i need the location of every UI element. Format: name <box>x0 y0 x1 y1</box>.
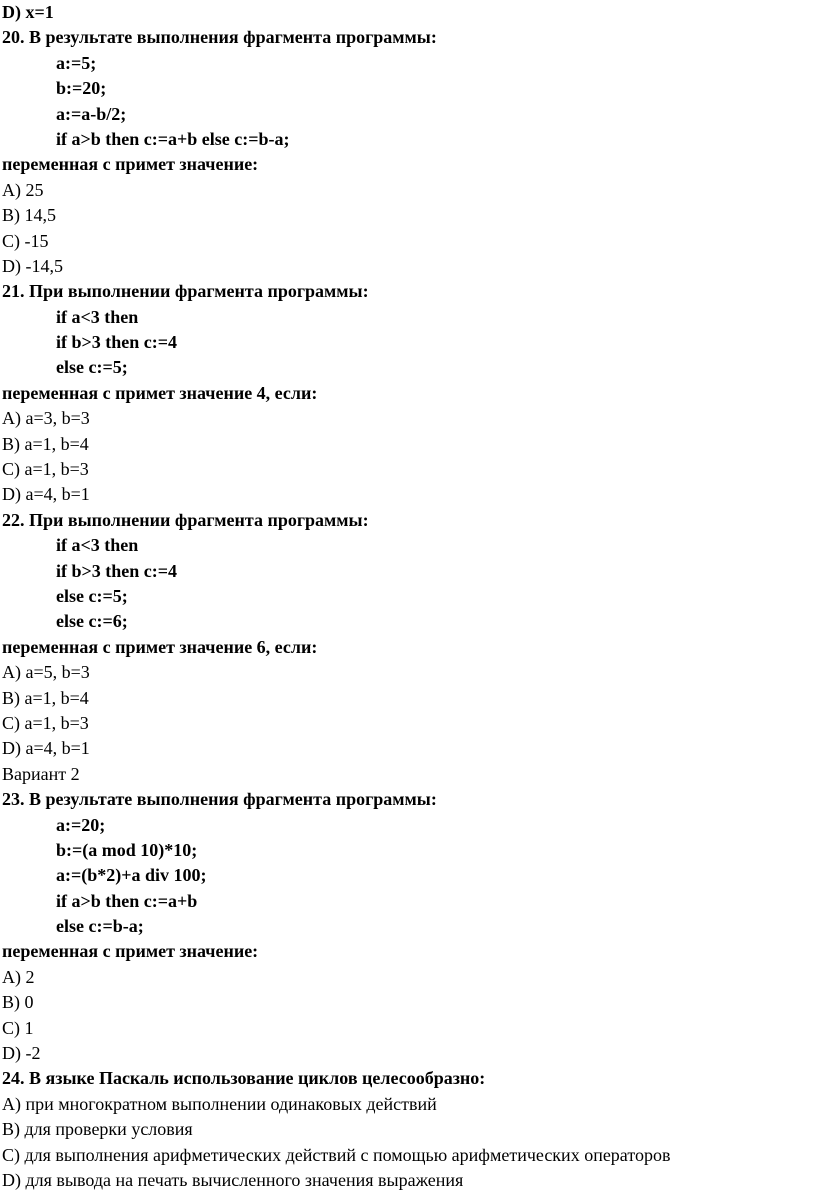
answer-option: D) -14,5 <box>2 255 63 276</box>
answer-option: A) 2 <box>2 966 35 987</box>
code-line: else c:=6; <box>56 611 128 632</box>
answer-option: B) a=1, b=4 <box>2 433 89 454</box>
question-heading: 21. При выполнении фрагмента программы: <box>2 281 369 302</box>
answer-option: A) 25 <box>2 179 44 200</box>
answer-option: C) a=1, b=3 <box>2 459 89 480</box>
answer-option: D) a=4, b=1 <box>2 738 90 759</box>
question-prompt: переменная с примет значение 6, если: <box>2 636 318 657</box>
code-line: b:=(a mod 10)*10; <box>56 839 198 860</box>
question-prompt: переменная с примет значение 4, если: <box>2 382 318 403</box>
code-line: a:=20; <box>56 814 106 835</box>
code-line: b:=20; <box>56 78 107 99</box>
code-line: if b>3 then c:=4 <box>56 560 178 581</box>
answer-option: A) a=5, b=3 <box>2 662 90 683</box>
answer-option: B) 14,5 <box>2 205 56 226</box>
code-line: else c:=b-a; <box>56 916 144 937</box>
answer-option: C) для выполнения арифметических действий с помощью арифметических операторов <box>2 1144 671 1165</box>
question-heading: 20. В результате выполнения фрагмента программы: <box>2 27 437 48</box>
section-heading: Вариант 2 <box>2 763 80 784</box>
answer-option: C) 1 <box>2 1017 34 1038</box>
answer-option: B) 0 <box>2 992 34 1013</box>
code-line: if a>b then c:=a+b else c:=b-a; <box>56 128 290 149</box>
code-line: a:=(b*2)+a div 100; <box>56 865 207 886</box>
code-line: if b>3 then c:=4 <box>56 332 178 353</box>
answer-option: D) -2 <box>2 1043 41 1064</box>
answer-option: A) a=3, b=3 <box>2 408 90 429</box>
code-line: else c:=5; <box>56 585 128 606</box>
code-line: if a<3 then <box>56 535 139 556</box>
code-line: a:=5; <box>56 52 97 73</box>
answer-option: B) a=1, b=4 <box>2 687 89 708</box>
question-prompt: переменная с примет значение: <box>2 154 259 175</box>
answer-option: D) для вывода на печать вычисленного значения выражения <box>2 1169 464 1190</box>
question-heading: 24. В языке Паскаль использование циклов целесообразно: <box>2 1068 486 1089</box>
answer-option: D) a=4, b=1 <box>2 484 90 505</box>
code-line: else c:=5; <box>56 357 128 378</box>
answer-option: C) -15 <box>2 230 49 251</box>
question-heading: 23. В результате выполнения фрагмента программы: <box>2 789 437 810</box>
answer-option: B) для проверки условия <box>2 1119 193 1140</box>
question-heading: 22. При выполнении фрагмента программы: <box>2 509 369 530</box>
code-line: if a<3 then <box>56 306 139 327</box>
code-line: a:=a-b/2; <box>56 103 127 124</box>
question-prompt: переменная с примет значение: <box>2 941 259 962</box>
answer-option: A) при многократном выполнении одинаковых действий <box>2 1093 437 1114</box>
code-line: if a>b then c:=a+b <box>56 890 198 911</box>
answer-option: D) x=1 <box>2 2 54 22</box>
answer-option: C) a=1, b=3 <box>2 712 89 733</box>
